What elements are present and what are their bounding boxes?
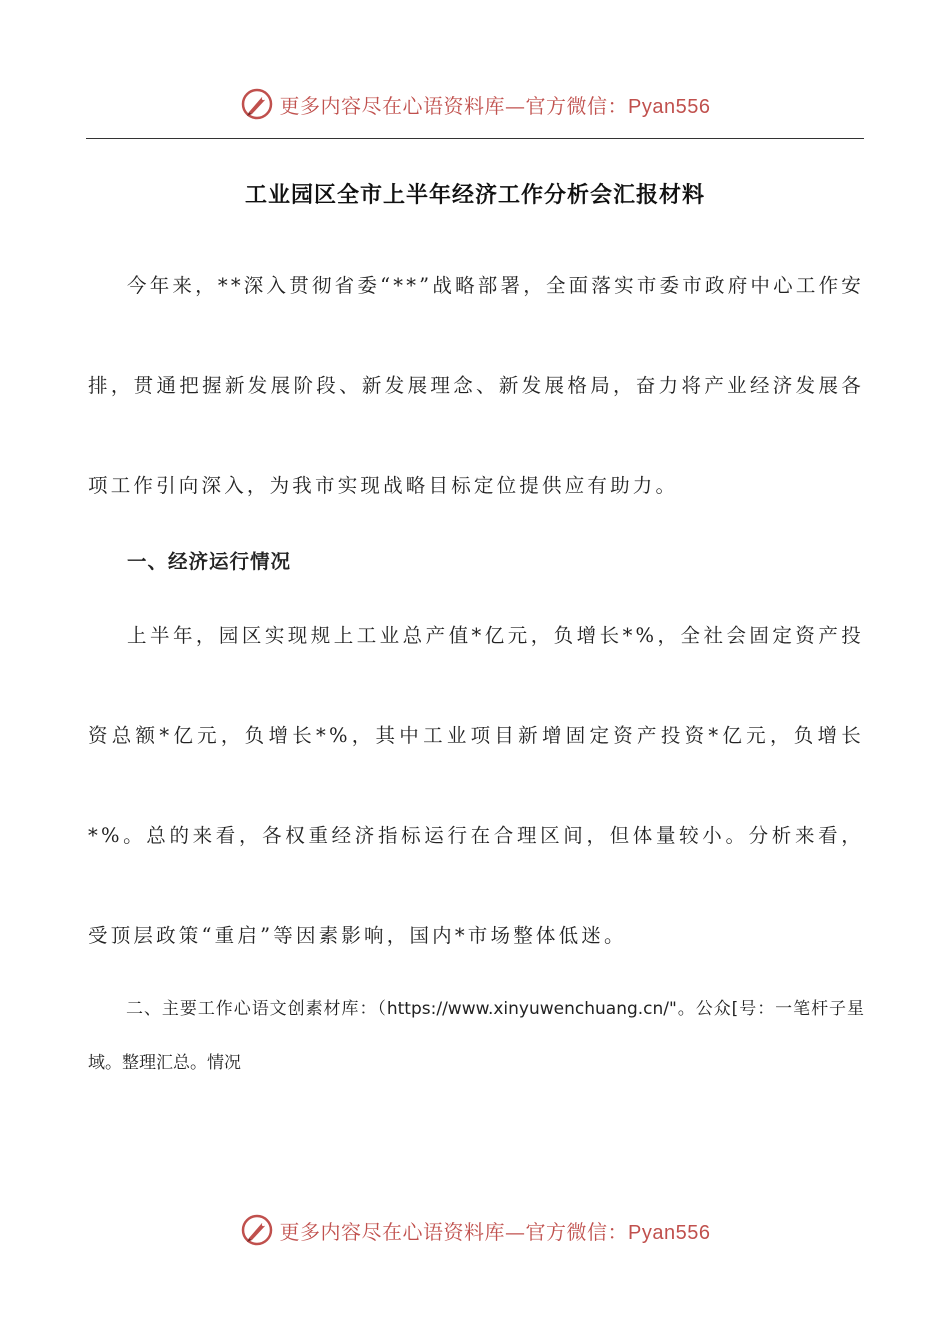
footer-banner-text (280, 1216, 711, 1245)
section-heading-economy: 一、经济运行情况 (127, 550, 292, 573)
banner-wechat-id: Pyan556 (628, 95, 711, 118)
header-banner (0, 82, 950, 126)
banner-text (280, 90, 711, 119)
banner-slogan: 更多内容尽在心语资料库—官方微信： (279, 93, 629, 118)
intro-section (88, 236, 864, 536)
footer-banner-wechat-id: Pyan556 (628, 1221, 711, 1244)
section-main-work: 二、主要工作心语文创素材库：（https://www.xinyuwenchuang.cn/"。公众[号：一笔杆子星域。整理汇总。情况 (88, 999, 864, 1073)
pen-circle-logo-icon (240, 87, 274, 121)
intro-paragraph: 今年来，**深入贯彻省委“**”战略部署，全面落实市委市政府中心工作安排，贯通把握新发展阶段、新发展理念、新发展格局，奋力将产业经济发展各项工作引向深入，为我市实现战略目标定位提供应有助力。 (88, 274, 864, 497)
pen-circle-logo-icon (240, 1213, 274, 1247)
economy-section (88, 586, 864, 986)
footer-banner-slogan: 更多内容尽在心语资料库—官方微信： (279, 1219, 629, 1244)
economy-paragraph: 上半年，园区实现规上工业总产值*亿元，负增长*%，全社会固定资产投资总额*亿元，负增长*%，其中工业项目新增固定资产投资*亿元，负增长*%。总的来看，各权重经济指标运行在合理区间，但体量较小。分析来看，受顶层政策“重启”等因素影响，国内*市场整体低迷。 (88, 624, 864, 947)
header-divider (86, 138, 864, 139)
footer-banner (0, 1208, 950, 1252)
document-title: 工业园区全市上半年经济工作分析会汇报材料 (244, 182, 705, 208)
